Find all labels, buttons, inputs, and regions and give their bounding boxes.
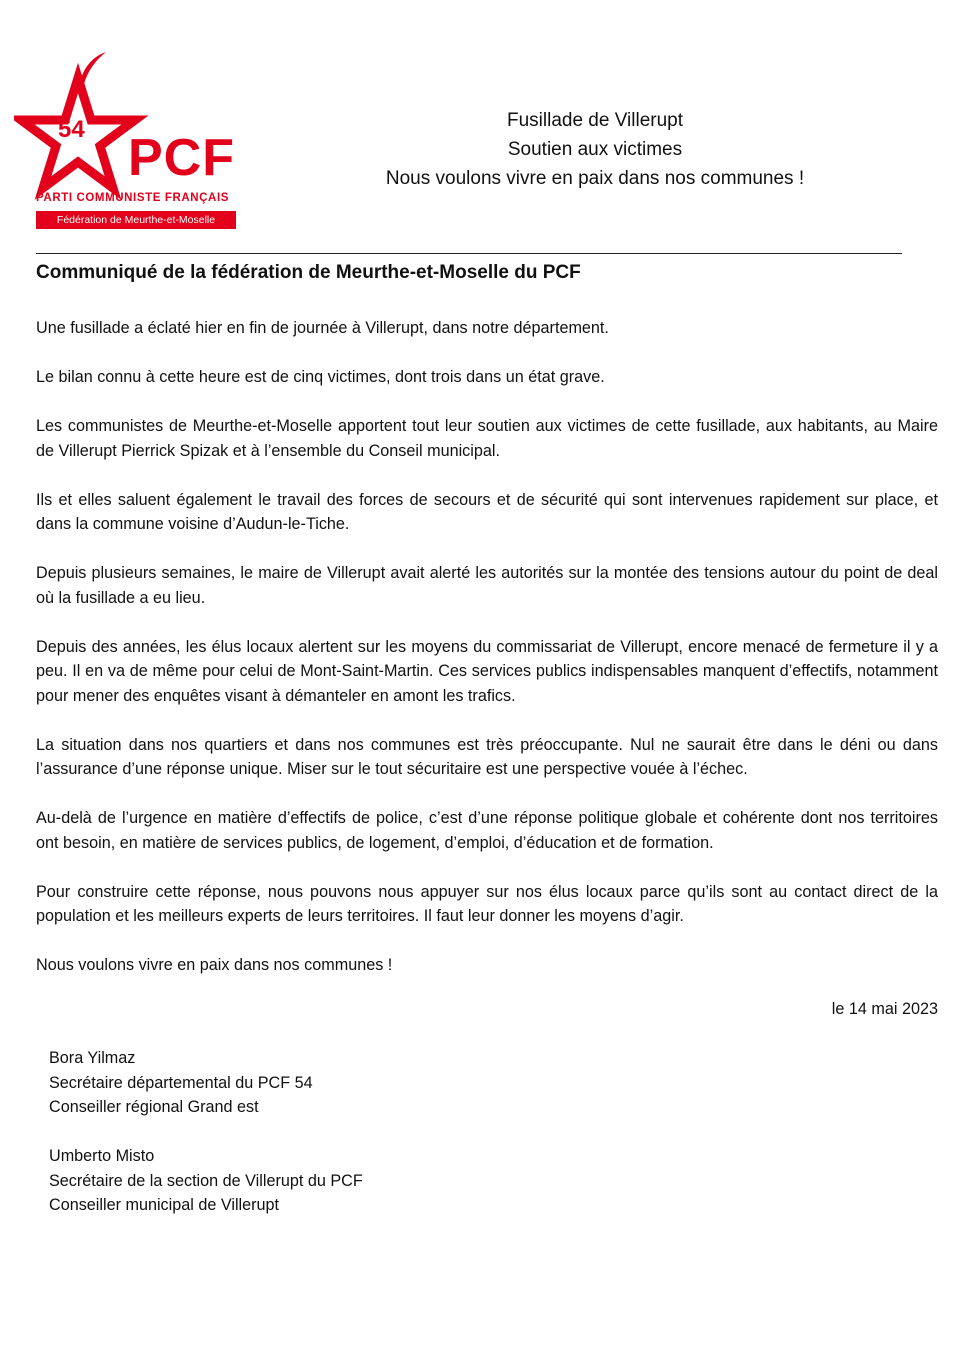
logo-number: 54 [58,116,85,143]
logo-federation: Fédération de Meurthe-et-Moselle [36,211,236,229]
paragraph: Ils et elles saluent également le travail des forces de secours et de sécurité qui sont intervenues rapidement sur place, et dans la commune voisine d’Audun-le-Tiche. [36,490,938,533]
logo-name: PCF [128,129,235,187]
signatory-role: Conseiller municipal de Villerupt [49,1196,280,1214]
logo-party-name: PARTI COMMUNISTE FRANÇAIS [36,192,230,204]
paragraph: Pour construire cette réponse, nous pouvons nous appuyer sur nos élus locaux parce qu’ils sont au contact direct de la population et les meilleurs experts de leurs territoires. Il faut leur donner les moyens d’agir. [36,882,938,925]
signature-block [49,1046,313,1120]
paragraph: Depuis des années, les élus locaux alertent sur les moyens du commissariat de Villerupt, encore menacé de fermeture il y a peu. Il en va de même pour celui de Mont-Saint-Martin. Ces services publics indispensables manquent d’effectifs, notamment pour mener des enquêtes visant à démanteler en amont les trafics. [36,637,938,705]
document-title: Communiqué de la fédération de Meurthe-et-Moselle du PCF [36,262,581,283]
pcf-logo [14,44,240,234]
header-title [300,106,890,193]
paragraph: La situation dans nos quartiers et dans nos communes est très préoccupante. Nul ne saurait être dans le déni ou dans l’assurance d’une réponse unique. Miser sur le tout sécuritaire est une perspective vouée à l’échec. [36,735,938,778]
header-line-1: Fusillade de Villerupt [506,110,684,131]
paragraph: Une fusillade a éclaté hier en fin de journée à Villerupt, dans notre département. [36,319,609,337]
paragraph: Les communistes de Meurthe-et-Moselle apportent tout leur soutien aux victimes de cette fusillade, aux habitants, au Maire de Villerupt Pierrick Spizak et à l’ensemble du Conseil municipal. [36,417,938,460]
signatory-role: Conseiller régional Grand est [49,1098,259,1116]
paragraph: Le bilan connu à cette heure est de cinq victimes, dont trois dans un état grave. [36,368,605,386]
document-body [36,316,938,1002]
signature-block [49,1144,363,1218]
signatory-role: Secrétaire de la section de Villerupt du PCF [49,1171,363,1190]
header-line-3: Nous voulons vivre en paix dans nos communes ! [385,168,805,189]
document-date: le 14 mai 2023 [831,1000,938,1018]
divider [36,253,902,254]
paragraph: Depuis plusieurs semaines, le maire de Villerupt avait alerté les autorités sur la montée des tensions autour du point de deal où la fusillade a eu lieu. [36,564,938,607]
header-line-2: Soutien aux victimes [507,139,683,160]
signatory-name: Umberto Misto [49,1147,155,1165]
paragraph: Nous voulons vivre en paix dans nos communes ! [36,956,393,974]
signatory-name: Bora Yilmaz [49,1049,136,1067]
paragraph: Au-delà de l’urgence en matière d’effectifs de police, c’est d’une réponse politique globale et cohérente dont nos territoires ont besoin, en matière de services publics, de logement, d’emploi, d’éducation et de formation. [36,809,938,852]
signatory-role: Secrétaire départemental du PCF 54 [49,1073,313,1092]
